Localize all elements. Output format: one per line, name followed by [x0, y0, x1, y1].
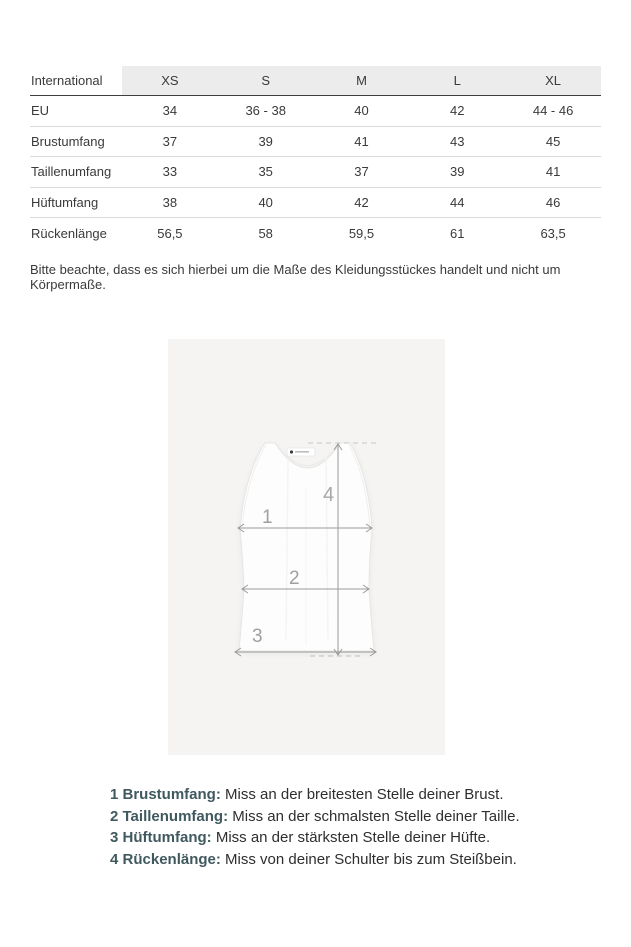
table-row-brustumfang: [30, 127, 601, 158]
measurement-row-label: Brustumfang: [31, 133, 105, 149]
size-chart-table: [30, 66, 601, 249]
size-value-cell: 38: [162, 194, 178, 210]
size-value-cell: 34: [162, 103, 178, 119]
legend-desc: Miss an der schmalsten Stelle deiner Taille.: [232, 807, 520, 825]
size-value-cell: 37: [162, 133, 178, 149]
measure-label-1: 1: [262, 507, 273, 528]
size-column-header-m: M: [314, 66, 410, 95]
size-column-header-xl: XL: [505, 66, 601, 95]
table-row-taillenumfang: [30, 157, 601, 188]
size-column-header-l: L: [409, 66, 505, 95]
size-value-cell: 37: [354, 164, 369, 180]
legend-term: 2 Taillenumfang:: [110, 807, 229, 825]
garment-measure-note: Bitte beachte, dass es sich hierbei um die Maße des Kleidungsstückes handelt und nicht um Körpermaße.: [30, 262, 561, 292]
size-column-header-xs: XS: [122, 66, 218, 95]
size-value-cell: 58: [258, 225, 273, 241]
neck-brand-label: [287, 448, 315, 456]
legend-item: [110, 827, 520, 849]
product-measurement-image: [168, 339, 445, 755]
table-row-eu: [30, 96, 601, 127]
size-value-cell: 61: [450, 225, 465, 241]
legend-item: [110, 849, 520, 871]
tank-top-diagram: [168, 339, 445, 755]
size-value-cell: 46: [545, 194, 561, 210]
measure-label-3: 3: [252, 626, 263, 647]
measurement-row-label: EU: [31, 103, 50, 119]
size-value-cell: 63,5: [540, 225, 566, 241]
size-value-cell: 40: [354, 103, 369, 119]
legend-desc: Miss an der breitesten Stelle deiner Brust.: [225, 786, 504, 803]
corner-header-international: International: [31, 73, 103, 88]
measurement-row-label: Hüftumfang: [31, 194, 99, 210]
measurement-row-label: Rückenlänge: [31, 225, 107, 241]
size-value-cell: 44: [450, 194, 465, 210]
measure-label-4: 4: [323, 484, 335, 506]
size-value-cell: 45: [545, 133, 561, 149]
measure-label-2: 2: [289, 568, 300, 589]
size-value-cell: 39: [450, 164, 465, 180]
size-value-cell: 40: [258, 194, 273, 210]
size-value-cell: 42: [450, 103, 465, 119]
legend-item: [110, 784, 520, 806]
legend-term: 1 Brustumfang:: [110, 786, 221, 803]
legend-term: 3 Hüftumfang:: [110, 829, 212, 846]
size-value-cell: 59,5: [348, 225, 375, 241]
measurement-legend: [110, 784, 520, 870]
size-value-cell: 44 - 46: [532, 103, 574, 119]
size-column-header-s: S: [218, 66, 314, 95]
size-value-cell: 39: [258, 133, 273, 149]
size-value-cell: 41: [354, 133, 369, 149]
size-value-cell: 35: [258, 164, 273, 180]
legend-item: [110, 806, 520, 828]
size-value-cell: 43: [450, 133, 465, 149]
table-row-hueftumfang: [30, 188, 601, 219]
table-row-rueckenlaenge: [30, 218, 601, 249]
size-value-cell: 42: [354, 194, 369, 210]
size-table-header-row: [30, 66, 601, 96]
size-value-cell: 41: [545, 164, 561, 180]
legend-desc: Miss von deiner Schulter bis zum Steißbein.: [225, 850, 517, 868]
size-value-cell: 56,5: [157, 225, 183, 241]
legend-term: 4 Rückenlänge:: [110, 850, 221, 868]
size-value-cell: 36 - 38: [245, 103, 286, 119]
legend-desc: Miss an der stärksten Stelle deiner Hüfte.: [215, 829, 491, 846]
measurement-row-label: Taillenumfang: [31, 164, 112, 180]
size-value-cell: 33: [162, 164, 178, 180]
